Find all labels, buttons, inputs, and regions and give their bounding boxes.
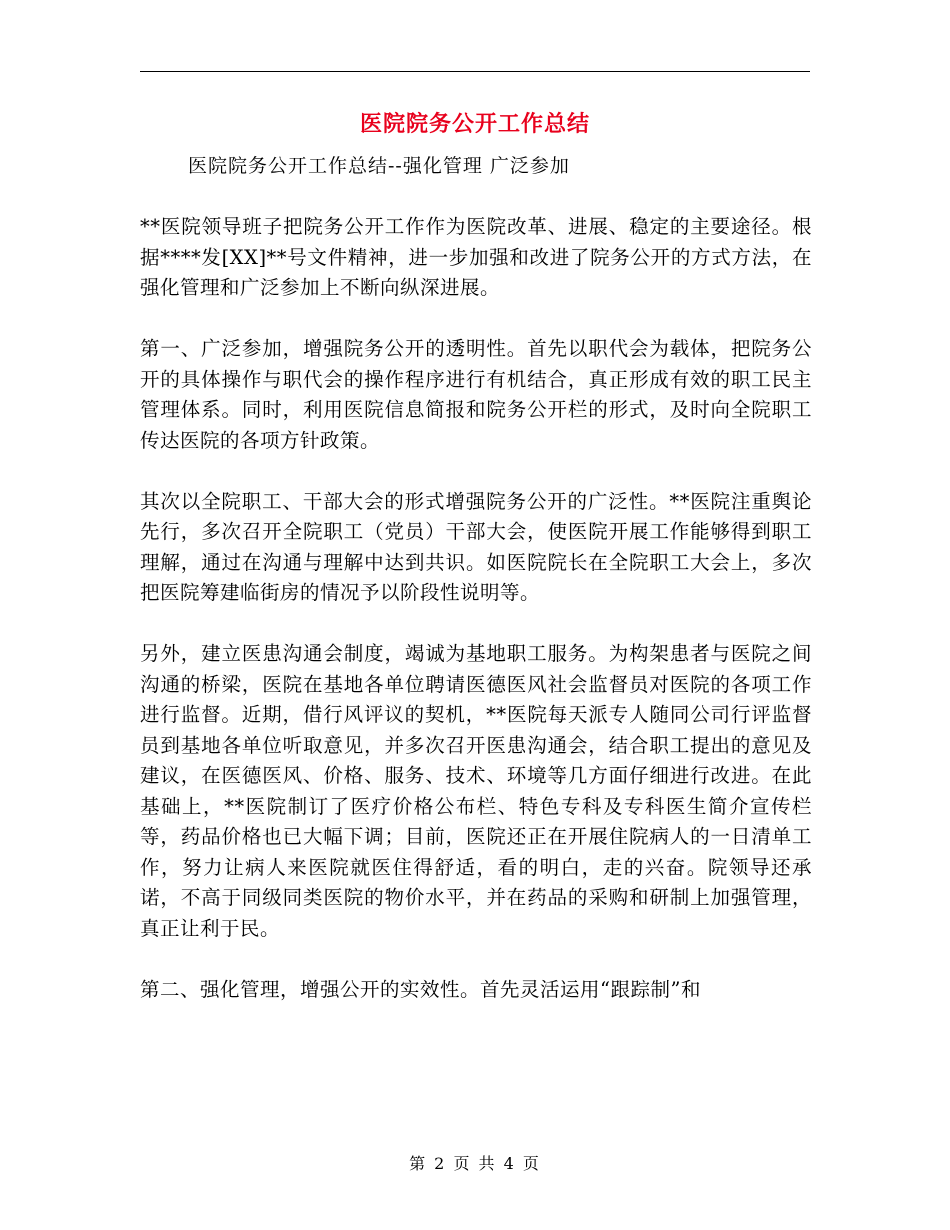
header-rule: [140, 71, 810, 72]
document-title: 医院院务公开工作总结: [359, 111, 590, 137]
document-subtitle: 医院院务公开工作总结--强化管理 广泛参加: [188, 155, 570, 177]
page-number: 第 2 页 共 4 页: [409, 1154, 541, 1173]
paragraph: **医院领导班子把院务公开工作作为医院改革、进展、稳定的主要途径。根据****发[XX]**号文件精神，进一步加强和改进了院务公开的方式方法，在强化管理和广泛参加上不断向纵深进展。: [140, 215, 812, 299]
paragraph: 第一、广泛参加，增强院务公开的透明性。首先以职代会为载体，把院务公开的具体操作与职代会的操作程序进行有机结合，真正形成有效的职工民主管理体系。同时，利用医院信息简报和院务公开栏的形式，及时向全院职工传达医院的各项方针政策。: [140, 337, 812, 452]
paragraph: 第二、强化管理，增强公开的实效性。首先灵活运用“跟踪制”和: [140, 977, 701, 1001]
paragraph: 其次以全院职工、干部大会的形式增强院务公开的广泛性。**医院注重舆论先行，多次召开全院职工（党员）干部大会，使医院开展工作能够得到职工理解，通过在沟通与理解中达到共识。如医院院长在全院职工大会上，多次把医院筹建临街房的情况予以阶段性说明等。: [140, 489, 812, 604]
paragraph: 另外，建立医患沟通会制度，竭诚为基地职工服务。为构架患者与医院之间沟通的桥梁，医院在基地各单位聘请医德医风社会监督员对医院的各项工作进行监督。近期，借行风评议的契机，**医院每天派专人随同公司行评监督员到基地各单位听取意见，并多次召开医患沟通会，结合职工提出的意见及建议，在医德医风、价格、服务、技术、环境等几方面仔细进行改进。在此基础上，**医院制订了医疗价格公布栏、特色专科及专科医生简介宣传栏等，药品价格也已大幅下调；目前，医院还正在开展住院病人的一日清单工作，努力让病人来医院就医住得舒适，看的明白，走的兴奋。院领导还承诺，不高于同级同类医院的物价水平，并在药品的采购和研制上加强管理，真正让利于民。: [140, 642, 812, 940]
document-body: [140, 212, 812, 1036]
